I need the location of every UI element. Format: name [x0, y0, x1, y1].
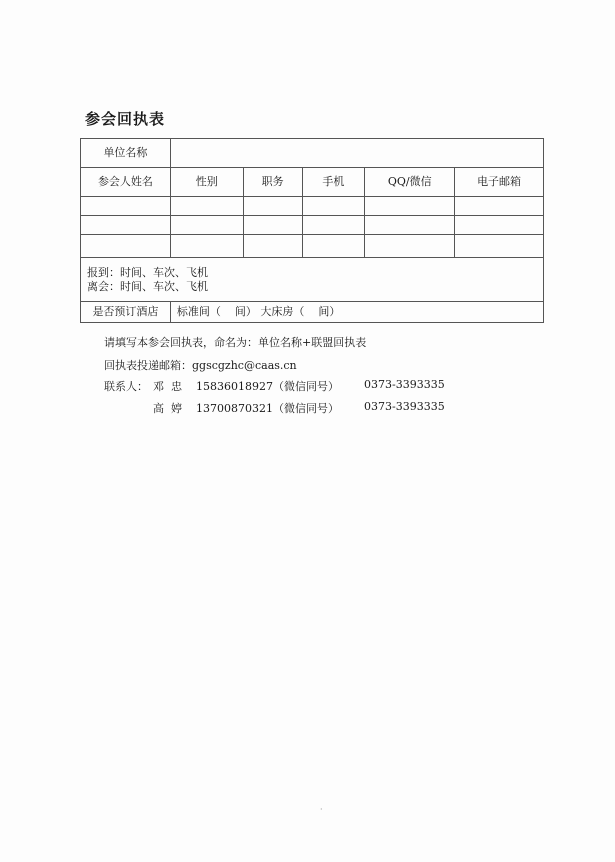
cell-position[interactable] [243, 216, 302, 235]
contact-name: 高 婷 [153, 402, 182, 415]
header-row [81, 168, 544, 197]
arrival-departure-row [81, 258, 544, 302]
cell-email[interactable] [455, 216, 544, 235]
contact-phone: 0373-3393335 [364, 400, 445, 413]
cell-position[interactable] [243, 197, 302, 216]
cell-mobile[interactable] [302, 235, 365, 258]
page-mark: · [320, 805, 323, 814]
cell-qq-wechat[interactable] [365, 197, 455, 216]
unit-name-label: 单位名称 [81, 139, 171, 168]
cell-email[interactable] [455, 235, 544, 258]
header-email: 电子邮箱 [455, 168, 544, 197]
contact-mobile: 15836018927（微信同号） [196, 380, 339, 393]
cell-mobile[interactable] [302, 197, 365, 216]
fill-instruction: 请填写本参会回执表，命名为：单位名称+联盟回执表 [104, 336, 367, 349]
email-line: 回执表投递邮箱：ggscgzhc@caas.cn [104, 359, 297, 372]
contact-name: 邓 忠 [153, 380, 182, 393]
cell-qq-wechat[interactable] [365, 216, 455, 235]
page-title: 参会回执表 [85, 110, 166, 128]
header-name: 参会人姓名 [81, 168, 171, 197]
unit-name-field[interactable] [170, 139, 543, 168]
header-mobile: 手机 [302, 168, 365, 197]
unit-row [81, 139, 544, 168]
contact-mobile: 13700870321（微信同号） [196, 402, 339, 415]
hotel-label: 是否预订酒店 [81, 302, 171, 323]
cell-name[interactable] [81, 216, 171, 235]
cell-gender[interactable] [170, 216, 243, 235]
arrival-departure-cell[interactable] [81, 258, 544, 302]
cell-gender[interactable] [170, 235, 243, 258]
cell-qq-wechat[interactable] [365, 235, 455, 258]
contact-label: 联系人： [104, 380, 148, 393]
table-row [81, 235, 544, 258]
table-row [81, 216, 544, 235]
cell-mobile[interactable] [302, 216, 365, 235]
hotel-row [81, 302, 544, 323]
registration-form-table [80, 138, 544, 323]
header-qq-wechat: QQ/微信 [365, 168, 455, 197]
arrival-text: 报到：时间、车次、飞机 [87, 266, 208, 280]
header-position: 职务 [243, 168, 302, 197]
header-gender: 性别 [170, 168, 243, 197]
cell-position[interactable] [243, 235, 302, 258]
cell-gender[interactable] [170, 197, 243, 216]
table-row [81, 197, 544, 216]
cell-email[interactable] [455, 197, 544, 216]
cell-name[interactable] [81, 197, 171, 216]
hotel-options[interactable]: 标准间（ 间） 大床房（ 间） [170, 302, 543, 323]
contact-phone: 0373-3393335 [364, 378, 445, 391]
departure-text: 离会：时间、车次、飞机 [87, 279, 208, 293]
cell-name[interactable] [81, 235, 171, 258]
